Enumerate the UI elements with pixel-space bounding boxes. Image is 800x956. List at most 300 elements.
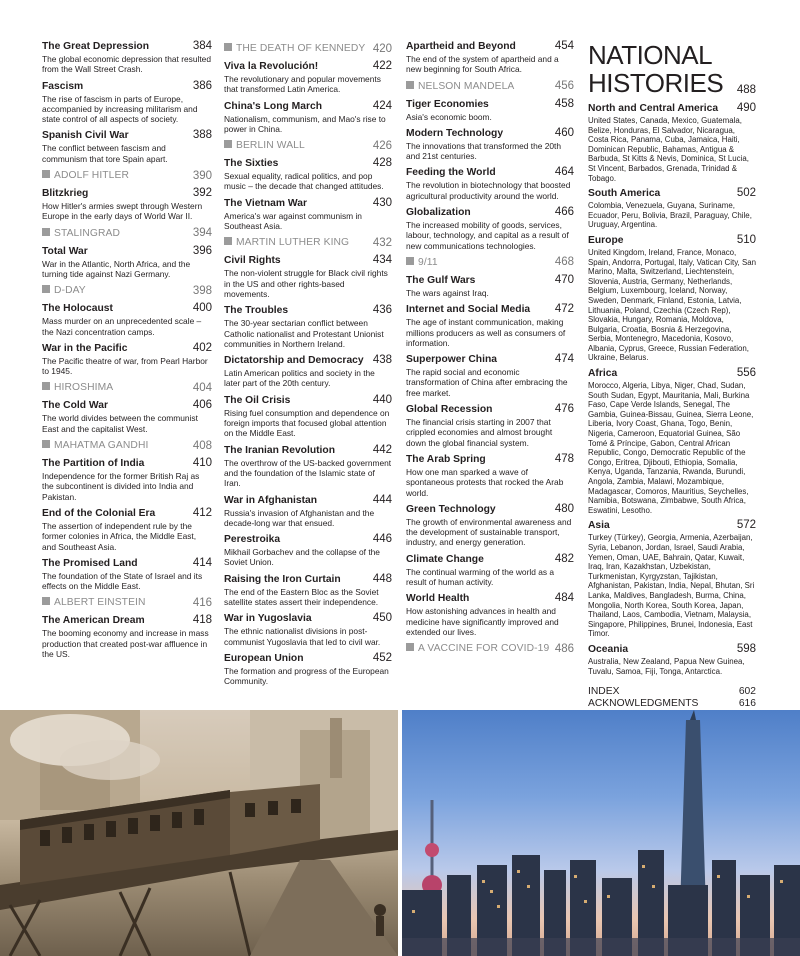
entry-the-arab-spring[interactable] (406, 453, 574, 498)
grey-square-icon (224, 140, 232, 148)
feature-title (42, 284, 86, 297)
entry-superpower-china[interactable] (406, 353, 574, 398)
feature-a-vaccine-for-covid-19[interactable] (406, 642, 574, 655)
entry-the-iranian-revolution[interactable] (224, 444, 392, 489)
entry-description: Independence for the former British Raj as the subcontinent is divided into India and Pakistan. (42, 471, 200, 502)
entry-heading (406, 303, 574, 316)
entry-description: Russia's invasion of Afghanistan and the decade-long war that ensued. (224, 507, 375, 528)
entry-page: 422 (372, 60, 392, 72)
entry-world-health[interactable] (406, 592, 574, 637)
grey-square-icon (42, 597, 50, 605)
entry-heading (42, 614, 212, 627)
entry-global-recession[interactable] (406, 403, 574, 448)
entry-description: The 30-year sectarian conflict between Catholic nationalist and Protestant Unionist communities in Northern Ireland. (224, 318, 384, 349)
entry-title: Climate Change (406, 553, 484, 565)
region-heading (588, 102, 756, 115)
entry-title: Raising the Iron Curtain (224, 573, 341, 585)
entry-heading (406, 166, 574, 179)
feature-the-death-of-kennedy[interactable] (224, 42, 392, 55)
entry-heading (42, 507, 212, 520)
feature-title-text: STALINGRAD (54, 227, 121, 239)
entry-the-gulf-wars[interactable] (406, 274, 574, 298)
entry-title: Total War (42, 245, 88, 257)
feature-title-text: A VACCINE FOR COVID-19 (418, 643, 550, 655)
entry-page: 430 (372, 196, 392, 209)
entry-description: The booming economy and increase in mass production that created post-war affluence in the US. (42, 628, 209, 660)
entry-description: Sexual equality, radical politics, and pop music – the decade that changed attitudes. (224, 171, 384, 192)
region-page: 502 (736, 187, 756, 200)
feature-title (42, 596, 146, 609)
entry-page: 410 (192, 457, 212, 470)
entry-title: Apartheid and Beyond (406, 41, 516, 52)
acknowledgments-entry[interactable] (588, 698, 756, 710)
region-africa[interactable] (588, 367, 756, 515)
entry-description: The foundation of the State of Israel and its effects on the Middle East. (42, 570, 203, 592)
entry-page: 434 (372, 254, 392, 267)
entry-description: The continual warming of the world as a result of human activity. (406, 566, 555, 588)
entry-heading (42, 40, 212, 53)
feature-title-text: 9/11 (418, 256, 438, 268)
region-countries: United States, Canada, Mexico, Guatemala, Belize, Honduras, El Salvador, Nicaragua, Costa Rica, Panama, Cuba, Jamaica, Haiti, Dominican Republic, Bahamas, Antigua & Barbuda, St Kitts & Nevis, Dominica, St Lucia, St Vincent, Barbados, Grenada, Trinidad & Tobago. (588, 116, 749, 183)
entry-the-american-dream[interactable] (42, 614, 212, 659)
region-page: 572 (736, 519, 756, 532)
entry-page: 478 (554, 452, 574, 465)
entry-war-in-the-pacific[interactable] (42, 342, 212, 377)
entry-description: The Pacific theatre of war, from Pearl Harbor to 1945. (42, 355, 208, 377)
entry-heading (406, 127, 574, 140)
entry-page: 440 (372, 393, 392, 406)
entry-page: 474 (554, 353, 574, 366)
entry-page: 418 (192, 614, 212, 627)
entry-heading (224, 652, 392, 665)
feature-page: 390 (192, 169, 212, 182)
entry-title: End of the Colonial Era (42, 507, 156, 519)
grey-square-icon (42, 440, 50, 448)
feature-mahatma-gandhi[interactable] (42, 439, 212, 452)
entry-end-of-the-colonial-era[interactable] (42, 507, 212, 552)
region-title: North and Central America (588, 103, 719, 114)
entry-climate-change[interactable] (406, 553, 574, 588)
entry-heading (406, 98, 574, 111)
entry-page: 386 (192, 79, 212, 92)
entry-heading (224, 100, 392, 113)
entry-title: Blitzkrieg (42, 188, 89, 200)
entry-page: 452 (372, 651, 392, 664)
grey-square-icon (406, 257, 414, 265)
feature-title-text: NELSON MANDELA (418, 80, 515, 92)
feature-nelson-mandela[interactable] (406, 80, 574, 93)
grey-square-icon (224, 237, 232, 245)
entry-title: The Oil Crisis (224, 394, 291, 406)
entry-page: 464 (554, 166, 574, 179)
feature-title-text: ALBERT EINSTEIN (54, 597, 146, 609)
feature-title-text: THE DEATH OF KENNEDY (236, 43, 366, 54)
entry-title: Internet and Social Media (406, 304, 531, 316)
entry-heading (406, 274, 574, 287)
entry-title: Green Technology (406, 503, 496, 515)
entry-the-promised-land[interactable] (42, 557, 212, 592)
entry-description: The overthrow of the US-backed government and the foundation of the Islamic state of Iran. (224, 457, 392, 489)
region-title: Asia (588, 520, 610, 532)
entry-raising-the-iron-curtain[interactable] (224, 573, 392, 608)
feature-title (42, 381, 113, 394)
entry-page: 480 (554, 502, 574, 515)
entry-heading (406, 453, 574, 466)
entry-modern-technology[interactable] (406, 127, 574, 162)
region-europe[interactable] (588, 234, 756, 363)
entry-description: Asia's economic boom. (406, 111, 492, 122)
entry-heading (406, 40, 574, 53)
feature-title-text: BERLIN WALL (236, 140, 305, 152)
grey-square-icon (406, 81, 414, 89)
entry-page: 406 (192, 399, 212, 412)
entry-page: 388 (192, 129, 212, 142)
index-page: 602 (738, 686, 756, 698)
entry-title: Perestroika (224, 534, 281, 546)
feature-page: 420 (372, 42, 392, 55)
grey-square-icon (42, 382, 50, 390)
contents-column-3 (406, 40, 574, 660)
entry-heading (224, 197, 392, 210)
feature-title (224, 139, 305, 152)
region-title: Africa (588, 368, 618, 380)
acknowledgments-page: 616 (738, 697, 756, 709)
entry-description: Rising fuel consumption and dependence on foreign imports that focused global attention on the Middle East. (224, 407, 390, 439)
entry-heading (42, 457, 212, 470)
region-countries: Turkey (Türkey), Georgia, Armenia, Azerbaijan, Syria, Lebanon, Jordan, Israel, Saudi Arabia, Yemen, Oman, UAE, Bahrain, Qatar, Kuwait, Iraq, Iran, Kazakhstan, Uzbekistan, Turkmenistan, Kyrgyzstan, Tajikistan, Afghanistan, Pakistan, India, Nepal, Bhutan, Sri Lanka, Maldives, Bangladesh, Burma, China, Mongolia, North Korea, South Korea, Japan, Thailand, Laos, Cambodia, Vietnam, Malaysia, Singapore, Philippines, Brunei, Indonesia, East Timor. (588, 533, 755, 639)
entry-heading (224, 254, 392, 267)
entry-the-vietnam-war[interactable] (224, 197, 392, 232)
shanghai-skyline-photo (402, 710, 800, 956)
feature-title (406, 256, 438, 269)
feature-title-text: MARTIN LUTHER KING (236, 237, 350, 249)
entry-page: 458 (554, 97, 574, 110)
feature-hiroshima[interactable] (42, 381, 212, 394)
entry-description: The growth of environmental awareness and the development of sustainable transport, industry, and energy generation. (406, 516, 572, 548)
feature-page: 416 (192, 596, 212, 609)
entry-description: The rapid social and economic transformation of China after embracing the free market. (406, 367, 568, 398)
region-page: 490 (736, 102, 756, 114)
entry-page: 444 (372, 493, 392, 506)
grey-square-icon (42, 228, 50, 236)
feature-martin-luther-king[interactable] (224, 236, 392, 249)
entry-war-in-yugoslavia[interactable] (224, 612, 392, 647)
region-heading (588, 643, 756, 656)
entry-title: The Vietnam War (224, 197, 307, 209)
entry-perestroika[interactable] (224, 533, 392, 568)
entry-title: Feeding the World (406, 167, 496, 179)
entry-heading (406, 592, 574, 605)
entry-page: 482 (554, 552, 574, 565)
entry-viva-la-revoluci-n[interactable] (224, 60, 392, 95)
feature-page: 426 (372, 139, 392, 152)
entry-page: 438 (372, 354, 392, 367)
entry-title: China's Long March (224, 100, 322, 112)
entry-heading (224, 394, 392, 407)
entry-description: Latin American politics and society in the later part of the 20th century. (224, 368, 375, 389)
national-histories-page: 488 (736, 84, 756, 96)
contents-column-1 (42, 40, 212, 664)
region-title: South America (588, 188, 661, 200)
shanghai-skyline-illustration (402, 710, 800, 956)
elevated-railway-photo (0, 710, 398, 956)
entry-description: The age of instant communication, making millions producers as well as consumers of information. (406, 317, 566, 348)
entry-page: 414 (192, 556, 212, 569)
entry-heading (42, 245, 212, 258)
entry-page: 472 (554, 303, 574, 316)
grey-square-icon (224, 43, 232, 51)
entry-description: The revolutionary and popular movements that transformed Latin America. (224, 74, 381, 95)
entry-title: The Iranian Revolution (224, 444, 335, 456)
elevated-railway-illustration (0, 710, 398, 956)
entry-title: Superpower China (406, 354, 497, 366)
region-south-america[interactable] (588, 187, 756, 230)
entry-title: World Health (406, 593, 470, 605)
entry-description: The formation and progress of the European Community. (224, 665, 389, 687)
entry-page: 454 (554, 40, 574, 52)
feature-page: 398 (192, 284, 212, 297)
entry-page: 460 (554, 126, 574, 139)
entry-heading (224, 444, 392, 457)
region-asia[interactable] (588, 519, 756, 639)
region-page: 598 (736, 642, 756, 655)
region-heading (588, 519, 756, 532)
entry-title: The Arab Spring (406, 453, 486, 465)
entry-description: The assertion of independent rule by the former colonies in Africa, the Middle East, and Southeast Asia. (42, 520, 197, 552)
entry-page: 402 (192, 341, 212, 354)
entry-page: 450 (372, 612, 392, 625)
region-countries: Australia, New Zealand, Papua New Guinea, Tuvalu, Samoa, Fiji, Tonga, Antarctica. (588, 656, 745, 676)
acknowledgments-label: ACKNOWLEDGMENTS (588, 697, 699, 709)
entry-china-s-long-march[interactable] (224, 100, 392, 135)
entry-globalization[interactable] (406, 206, 574, 251)
entry-description: Mikhail Gorbachev and the collapse of the Soviet Union. (224, 547, 380, 568)
entry-description: America's war against communism in Southeast Asia. (224, 210, 362, 232)
entry-description: The rise of fascism in parts of Europe, accompanied by increasing militarism and state control of all aspects of society. (42, 93, 198, 125)
entry-page: 400 (192, 302, 212, 315)
region-countries: United Kingdom, Ireland, France, Monaco, Spain, Andorra, Portugal, Italy, Vatican City, San Marino, Malta, Switzerland, Liechtenstein, Slovenia, Austria, Germany, Netherlands, Belgium, Luxembourg, Iceland, Norway, Sweden, Denmark, Finland, Estonia, Latvia, Lithuania, Poland, Czechia (Czech Rep), Slovakia, Hungary, Romania, Moldova, Bulgaria, Croatia, Bosnia & Herzegovina, Serbia, Montenegro, Macedonia, Kosovo, Albania, Cyprus, Greece, Russian Federation, Ukraine, Belarus. (588, 247, 756, 363)
entry-title: The American Dream (42, 615, 145, 627)
entry-heading (224, 354, 392, 367)
entry-page: 412 (192, 506, 212, 519)
entry-heading (224, 494, 392, 507)
photo-strip (0, 710, 800, 956)
entry-page: 466 (554, 206, 574, 219)
entry-the-great-depression[interactable] (42, 40, 212, 75)
entry-title: Tiger Economies (406, 98, 489, 110)
entry-page: 484 (554, 592, 574, 605)
entry-page: 396 (192, 244, 212, 257)
feature-title (224, 236, 349, 249)
entry-description: The end of the system of apartheid and a new beginning for South Africa. (406, 54, 559, 75)
feature-d-day[interactable] (42, 284, 212, 297)
entry-heading (42, 302, 212, 315)
entry-description: The global economic depression that resulted from the Wall Street Crash. (42, 54, 211, 75)
entry-title: War in the Pacific (42, 342, 128, 354)
entry-title: War in Yugoslavia (224, 613, 312, 625)
entry-page: 446 (372, 533, 392, 546)
entry-heading (224, 573, 392, 586)
entry-spanish-civil-war[interactable] (42, 129, 212, 164)
entry-description: The world divides between the communist East and the capitalist West. (42, 413, 198, 434)
feature-page: 456 (554, 80, 574, 93)
entry-description: The non-violent struggle for Black civil rights in the US and other rights-based movements. (224, 268, 388, 299)
entry-description: The increased mobility of goods, services, labour, technology, and capital as a result of new communications technologies. (406, 220, 569, 251)
national-histories-title-line1: NATIONAL (588, 40, 713, 70)
entry-title: The Gulf Wars (406, 274, 476, 286)
feature-title-text: D-DAY (54, 285, 86, 297)
entry-description: How astonishing advances in health and medicine have significantly improved and extended our lives. (406, 606, 559, 637)
entry-heading (42, 187, 212, 200)
region-heading (588, 234, 756, 247)
region-page: 510 (736, 233, 756, 246)
entry-description: How Hitler's armies swept through Western Europe in the early days of World War II. (42, 201, 203, 222)
region-title: Europe (588, 234, 624, 246)
region-list (588, 102, 756, 676)
region-north-and-central-america[interactable] (588, 102, 756, 183)
entry-title: The Great Depression (42, 41, 150, 52)
index-label: INDEX (588, 686, 620, 698)
region-heading (588, 367, 756, 380)
entry-the-oil-crisis[interactable] (224, 394, 392, 439)
national-histories-title-line2: HISTORIES (588, 68, 724, 98)
feature-albert-einstein[interactable] (42, 596, 212, 609)
entry-dictatorship-and-democracy[interactable] (224, 354, 392, 389)
entry-title: Dictatorship and Democracy (224, 355, 364, 367)
entry-description: How one man sparked a wave of spontaneous protests that rocked the Arab world. (406, 466, 564, 498)
entry-the-sixties[interactable] (224, 157, 392, 192)
feature-title (42, 169, 129, 182)
national-histories-column (588, 40, 756, 709)
entry-title: The Partition of India (42, 458, 145, 470)
entry-heading (224, 304, 392, 317)
entry-title: Global Recession (406, 404, 493, 416)
grey-square-icon (42, 170, 50, 178)
feature-stalingrad[interactable] (42, 227, 212, 240)
entry-the-troubles[interactable] (224, 304, 392, 349)
feature-berlin-wall[interactable] (224, 139, 392, 152)
feature-title-text: MAHATMA GANDHI (54, 440, 149, 452)
feature-title-text: HIROSHIMA (54, 382, 114, 394)
feature-adolf-hitler[interactable] (42, 169, 212, 182)
entry-green-technology[interactable] (406, 503, 574, 548)
entry-blitzkrieg[interactable] (42, 187, 212, 222)
entry-the-partition-of-india[interactable] (42, 457, 212, 502)
entry-war-in-afghanistan[interactable] (224, 494, 392, 529)
feature-title (42, 227, 120, 240)
back-matter (588, 686, 756, 709)
entry-heading (224, 157, 392, 170)
entry-heading (406, 353, 574, 366)
entry-description: The innovations that transformed the 20th and 21st centuries. (406, 140, 562, 162)
region-oceania[interactable] (588, 643, 756, 676)
feature-page: 432 (372, 236, 392, 249)
entry-european-union[interactable] (224, 652, 392, 687)
region-page: 556 (736, 367, 756, 380)
entry-description: The ethnic nationalist divisions in post-communist Yugoslavia that led to civil war. (224, 626, 381, 647)
entry-title: The Promised Land (42, 557, 138, 569)
entry-heading (42, 129, 212, 142)
region-countries: Morocco, Algeria, Libya, Niger, Chad, Sudan, South Sudan, Egypt, Mauritania, Mali, Burkina Faso, Cape Verde Islands, Senegal, The Gambia, Guinea-Bissau, Guinea, Sierra Leone, Liberia, Ivory Coast, Ghana, Togo, Benin, Nigeria, Cameroon, Equatorial Guinea, São Tomé & Príncipe, Gabon, Central African Republic, Congo, Democratic Republic of the Congo, Eritrea, Djibouti, Ethiopia, Somalia, Kenya, Uganda, Tanzania, Rwanda, Burundi, Angola, Zambia, Malawi, Mozambique, Madagascar, Comoros, Mauritius, Seychelles, Namibia, Botswana, Zimbabwe, South Africa, Eswatini, Lesotho. (588, 381, 754, 515)
feature-title (42, 439, 148, 452)
entry-description: The end of the Eastern Bloc as the Soviet satellite states assert their independence. (224, 586, 379, 608)
entry-total-war[interactable] (42, 245, 212, 280)
entry-heading (224, 60, 392, 73)
region-title: Oceania (588, 643, 629, 655)
entry-apartheid-and-beyond[interactable] (406, 40, 574, 75)
entry-page: 428 (372, 157, 392, 170)
entry-page: 476 (554, 403, 574, 416)
feature-title (224, 42, 365, 55)
entry-title: The Sixties (224, 158, 279, 170)
entry-heading (42, 80, 212, 93)
entry-the-cold-war[interactable] (42, 399, 212, 434)
entry-internet-and-social-media[interactable] (406, 303, 574, 348)
entry-page: 436 (372, 304, 392, 317)
feature-page: 404 (192, 381, 212, 394)
grey-square-icon (406, 643, 414, 651)
entry-title: Spanish Civil War (42, 130, 129, 142)
entry-title: Modern Technology (406, 127, 504, 139)
entry-heading (406, 206, 574, 219)
entry-title: Viva la Revolución! (224, 61, 319, 72)
entry-page: 392 (192, 187, 212, 200)
entry-tiger-economies[interactable] (406, 98, 574, 122)
entry-description: The revolution in biotechnology that boosted agricultural productivity around the world. (406, 180, 571, 201)
feature-page: 394 (192, 227, 212, 240)
feature-page: 468 (554, 256, 574, 269)
feature-title (406, 642, 549, 655)
entry-title: War in Afghanistan (224, 494, 318, 506)
entry-heading (406, 403, 574, 416)
entry-heading (224, 533, 392, 546)
region-heading (588, 187, 756, 200)
feature-9-11[interactable] (406, 256, 574, 269)
contents-column-2 (224, 40, 392, 692)
feature-title (406, 80, 514, 93)
entry-title: The Cold War (42, 400, 108, 412)
entry-description: The conflict between fascism and communism that tore Spain apart. (42, 143, 168, 164)
entry-title: Globalization (406, 207, 471, 219)
entry-title: European Union (224, 652, 304, 664)
entry-heading (224, 612, 392, 625)
entry-page: 442 (372, 443, 392, 456)
index-entry[interactable] (588, 686, 756, 698)
entry-page: 470 (554, 273, 574, 286)
entry-feeding-the-world[interactable] (406, 166, 574, 201)
entry-the-holocaust[interactable] (42, 302, 212, 337)
entry-page: 448 (372, 572, 392, 585)
region-countries: Colombia, Venezuela, Guyana, Suriname, Ecuador, Peru, Bolivia, Brazil, Paraguay, Chile, Uruguay, Argentina. (588, 201, 752, 230)
grey-square-icon (42, 285, 50, 293)
entry-heading (406, 503, 574, 516)
entry-description: The financial crisis starting in 2007 that crippled economies and almost brought down the global financial system. (406, 417, 553, 448)
entry-heading (42, 557, 212, 570)
entry-heading (42, 342, 212, 355)
entry-title: The Holocaust (42, 303, 113, 315)
entry-heading (42, 399, 212, 412)
entry-page: 424 (372, 99, 392, 112)
entry-description: Nationalism, communism, and Mao's rise to power in China. (224, 113, 386, 134)
entry-fascism[interactable] (42, 80, 212, 125)
entry-title: The Troubles (224, 305, 289, 317)
entry-civil-rights[interactable] (224, 254, 392, 299)
entry-heading (406, 553, 574, 566)
feature-page: 408 (192, 439, 212, 452)
feature-title-text: ADOLF HITLER (54, 170, 130, 182)
entry-description: War in the Atlantic, North Africa, and the turning tide against Nazi Germany. (42, 258, 191, 279)
entry-description: The wars against Iraq. (406, 287, 489, 298)
